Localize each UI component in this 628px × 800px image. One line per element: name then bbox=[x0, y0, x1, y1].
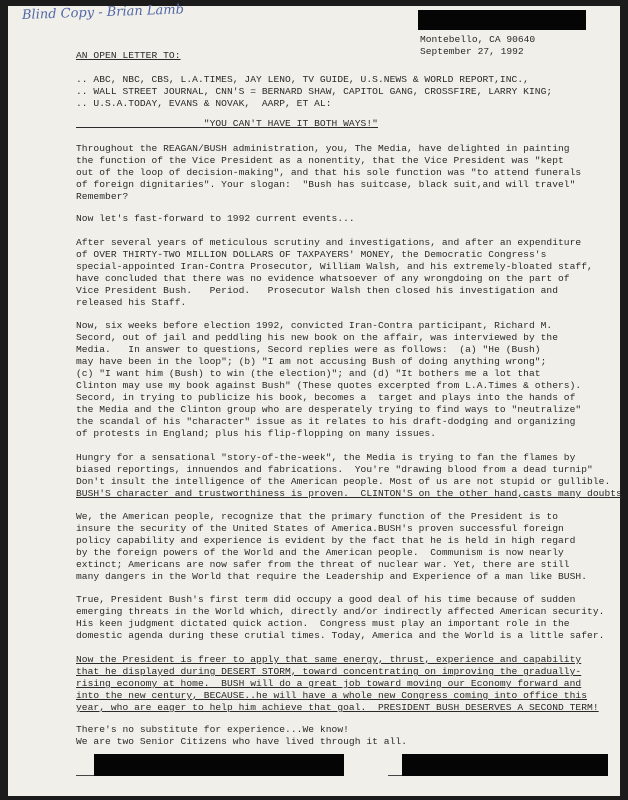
letter-line: Vice President Bush. Period. Prosecutor Walsh then closed his investigation and bbox=[76, 285, 558, 296]
letter-line: out of the loop of decision-making", and that his sole function was "to attend funerals bbox=[76, 167, 582, 178]
letter-line: emerging threats in the World which, directly and/or indirectly affected American security. bbox=[76, 606, 605, 617]
letter-line: by the foreign powers of the World and the American people. Communism is now nearly bbox=[76, 547, 564, 558]
letter-line: (c) "I want him (Bush) to win (the election)"; and (d) "It bothers me a lot that bbox=[76, 368, 541, 379]
letter-line: the function of the Vice President as a nonentity, that the Vice President was "kept bbox=[76, 155, 564, 166]
handwritten-note: Blind Copy - Brian Lamb bbox=[21, 2, 185, 23]
letter-line: Don't insult the intelligence of the American people. Most of us are not stupid or gullible. bbox=[76, 476, 611, 487]
letter-line: "YOU CAN'T HAVE IT BOTH WAYS!" bbox=[76, 118, 378, 129]
address-city: Montebello, CA 90640 bbox=[420, 34, 536, 45]
letter-line: We, the American people, recognize that the primary function of the President is to bbox=[76, 511, 558, 522]
redaction-signature-right bbox=[402, 754, 608, 776]
letter-line: rising economy at home. BUSH will do a great job toward moving our Economy forward and bbox=[76, 678, 582, 689]
letter-line: There's no substitute for experience...We know! bbox=[76, 724, 349, 735]
letter-line: .. U.S.A.TODAY, EVANS & NOVAK, AARP, ET AL: bbox=[76, 98, 332, 109]
letter-line: year, who are eager to help him achieve that goal. PRESIDENT BUSH DESERVES A SECOND TERM! bbox=[76, 702, 599, 713]
letter-line: many dangers in the World that require the Leadership and Experience of a man like BUSH. bbox=[76, 571, 588, 582]
letter-line: His keen judgment dictated quick action. Congress must play an important role in the bbox=[76, 618, 570, 629]
letter-line: of OVER THIRTY-TWO MILLION DOLLARS OF TAXPAYERS' MONEY, the Democratic Congress's bbox=[76, 249, 547, 260]
letter-line: After several years of meticulous scrutiny and investigations, and after an expenditure bbox=[76, 237, 582, 248]
letter-line: biased reportings, innuendos and fabrications. You're "drawing blood from a dead turnip" bbox=[76, 464, 593, 475]
letter-line: Media. In answer to questions, Secord replies were as follows: (a) "He (Bush) bbox=[76, 344, 541, 355]
letter-line: Secord, in trying to publicize his book, becomes a target and plays into the hands of bbox=[76, 392, 576, 403]
letter-line: True, President Bush's first term did occupy a good deal of his time because of sudden bbox=[76, 594, 576, 605]
letter-line: insure the security of the United States of America.BUSH's proven successful foreign bbox=[76, 523, 564, 534]
letter-line: released his Staff. bbox=[76, 297, 187, 308]
letter-line: Now let's fast-forward to 1992 current events... bbox=[76, 213, 355, 224]
letter-line: may have been in the loop"; (b) "I am not accusing Bush of doing anything wrong"; bbox=[76, 356, 547, 367]
redaction-header bbox=[418, 10, 586, 30]
letter-line: special-appointed Iran-Contra Prosecutor, William Walsh, and his extremely-bloated staff, bbox=[76, 261, 593, 272]
letter-line: AN OPEN LETTER TO: bbox=[76, 50, 181, 61]
letter-line: .. ABC, NBC, CBS, L.A.TIMES, JAY LENO, TV GUIDE, U.S.NEWS & WORLD REPORT,INC., bbox=[76, 74, 529, 85]
letter-line: Remember? bbox=[76, 191, 129, 202]
letter-line: Now the President is freer to apply that same energy, thrust, experience and capability bbox=[76, 654, 582, 665]
letter-line: into the new century, BECAUSE..he will have a whole new Congress coming into office this bbox=[76, 690, 588, 701]
address-date: September 27, 1992 bbox=[420, 46, 524, 57]
letter-line: Clinton may use my book against Bush" (These quotes excerpted from L.A.Times & others). bbox=[76, 380, 582, 391]
letter-line: extinct; Americans are now safer from the threat of nuclear war. Yet, there are still bbox=[76, 559, 570, 570]
letter-line: Hungry for a sensational "story-of-the-week", the Media is trying to fan the flames by bbox=[76, 452, 576, 463]
letter-line: the scandal of his "character" issue as it relates to his draft-dodging and organizing bbox=[76, 416, 576, 427]
letter-line: BUSH'S character and trustworthiness is proven. CLINTON'S on the other hand,casts many doubts bbox=[76, 488, 622, 499]
letter-line: Secord, out of jail and peddling his new book on the affair, was interviewed by the bbox=[76, 332, 558, 343]
letter-line: the Media and the Clinton group who are desperately trying to find ways to "neutralize" bbox=[76, 404, 582, 415]
letter-line: Throughout the REAGAN/BUSH administration, you, The Media, have delighted in painting bbox=[76, 143, 570, 154]
letter-line: Now, six weeks before election 1992, convicted Iran-Contra participant, Richard M. bbox=[76, 320, 553, 331]
letter-line: of protests in England; plus his flip-flopping on many issues. bbox=[76, 428, 437, 439]
letter-line: that he displayed during DESERT STORM, toward concentrating on improving the gradually- bbox=[76, 666, 582, 677]
letter-line: have concluded that there was no evidence whatsoever of any wrongdoing on the part of bbox=[76, 273, 570, 284]
letter-line: .. WALL STREET JOURNAL, CNN'S = BERNARD SHAW, CAPITOL GANG, CROSSFIRE, LARRY KING; bbox=[76, 86, 553, 97]
redaction-signature-left bbox=[94, 754, 344, 776]
letter-line: policy capability and experience is evident by the fact that he is held in high regard bbox=[76, 535, 576, 546]
letter-line: We are two Senior Citizens who have lived through it all. bbox=[76, 736, 408, 747]
letter-line: domestic agenda during these crutial times. Today, America and the World is a little safer. bbox=[76, 630, 605, 641]
letter-line: of foreign dignitaries". Your slogan: "Bush has suitcase, black suit,and will travel" bbox=[76, 179, 576, 190]
